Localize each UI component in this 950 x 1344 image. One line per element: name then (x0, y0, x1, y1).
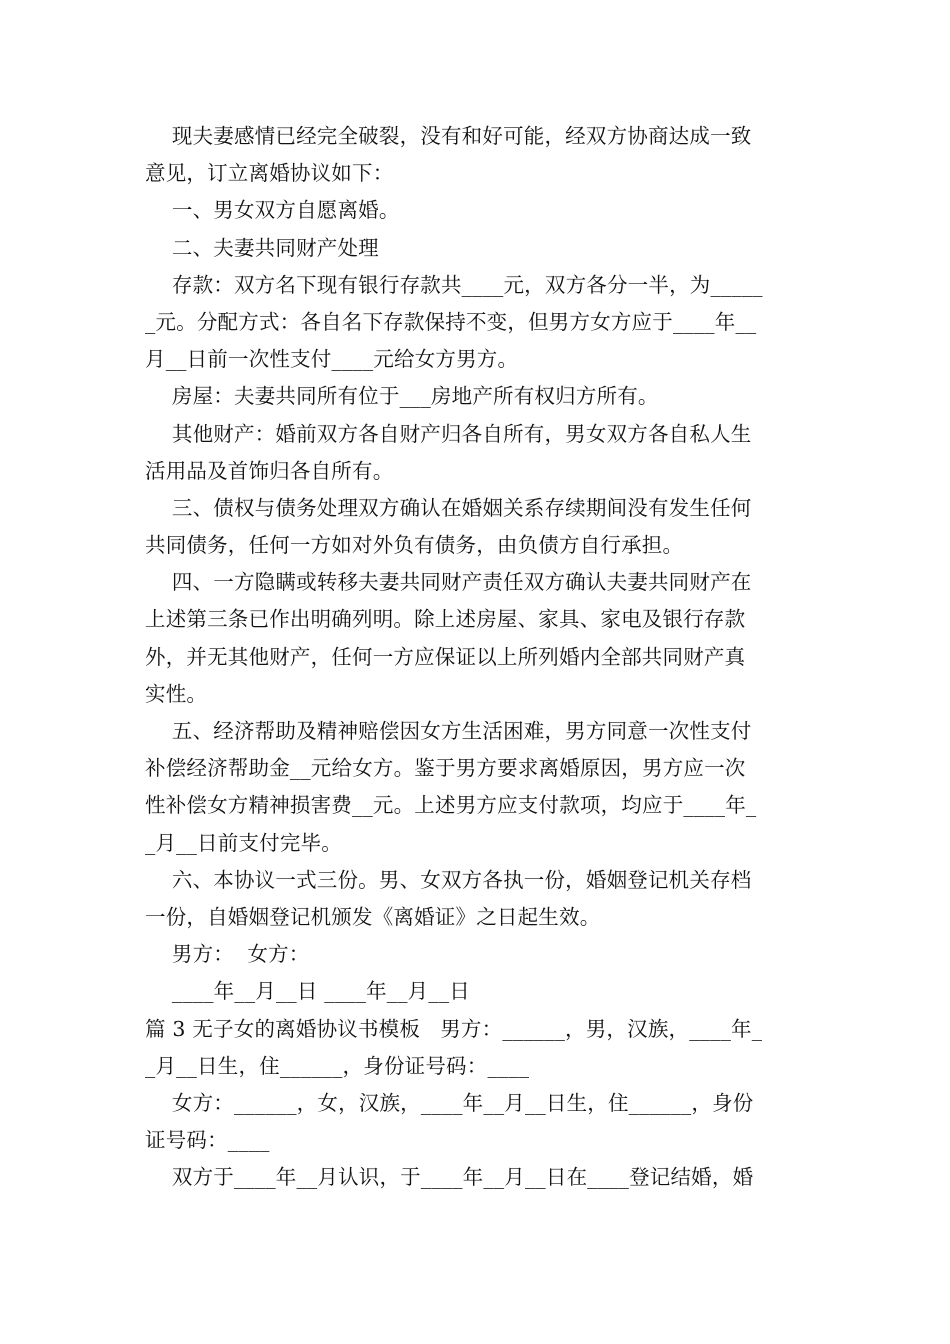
text-line: 六、本协议一式三份。男、女双方各执一份，婚姻登记机关存档 (145, 867, 752, 892)
text-line: 实性。 (145, 681, 208, 706)
text-line: 共同债务，任何一方如对外负有债务，由负债方自行承担。 (145, 533, 684, 558)
text-line: 意见，订立离婚协议如下： (145, 161, 394, 186)
text-line: 一、男女双方自愿离婚。 (145, 198, 400, 223)
text-line: 二、夫妻共同财产处理 (145, 235, 379, 260)
section-heading-line: 篇 3 无子女的离婚协议书模板 男方：______，男，汉族，____年_ (145, 1016, 763, 1041)
text-line: _月__日生，住______，身份证号码：____ (145, 1053, 530, 1078)
text-line: 现夫妻感情已经完全破裂，没有和好可能，经双方协商达成一致 (145, 124, 752, 148)
text-line: 四、一方隐瞒或转移夫妻共同财产责任双方确认夫妻共同财产在 (145, 570, 752, 595)
text-line: 上述第三条已作出明确列明。除上述房屋、家具、家电及银行存款 (145, 607, 746, 632)
text-line: 三、债权与债务处理双方确认在婚姻关系存续期间没有发生任何 (145, 495, 752, 520)
text-line: 女方：______，女，汉族，____年__月__日生，住______，身份 (145, 1090, 754, 1115)
document-body (145, 118, 810, 1196)
text-line: 月__日前一次性支付____元给女方男方。 (145, 347, 519, 372)
signature-labels: 男方： 女方： (145, 942, 310, 967)
text-line: 活用品及首饰归各自所有。 (145, 458, 394, 483)
text-line: 证号码：____ (145, 1128, 270, 1153)
text-line: _元。分配方式：各自名下存款保持不变，但男方女方应于____年__ (145, 309, 757, 334)
text-line: 存款：双方名下现有银行存款共____元，双方各分一半，为_____ (145, 272, 763, 297)
signature-dates: ____年__月__日 ____年__月__日 (145, 979, 470, 1004)
text-line: 双方于____年__月认识，于____年__月__日在____登记结婚，婚 (145, 1165, 754, 1190)
text-line: 其他财产：婚前双方各自财产归各自所有，男女双方各自私人生 (145, 421, 752, 446)
text-line: 性补偿女方精神损害费__元。上述男方应支付款项，均应于____年_ (145, 793, 757, 818)
text-line: 补偿经济帮助金__元给女方。鉴于男方要求离婚原因，男方应一次 (145, 756, 746, 781)
text-line: 房屋：夫妻共同所有位于___房地产所有权归方所有。 (145, 384, 659, 409)
text-line: 一份，自婚姻登记机颁发《离婚证》之日起生效。 (145, 904, 601, 929)
text-line: 五、经济帮助及精神赔偿因女方生活困难，男方同意一次性支付 (145, 719, 752, 743)
text-line: 外，并无其他财产，任何一方应保证以上所列婚内全部共同财产真 (145, 644, 746, 669)
text-line: _月__日前支付完毕。 (145, 830, 342, 855)
